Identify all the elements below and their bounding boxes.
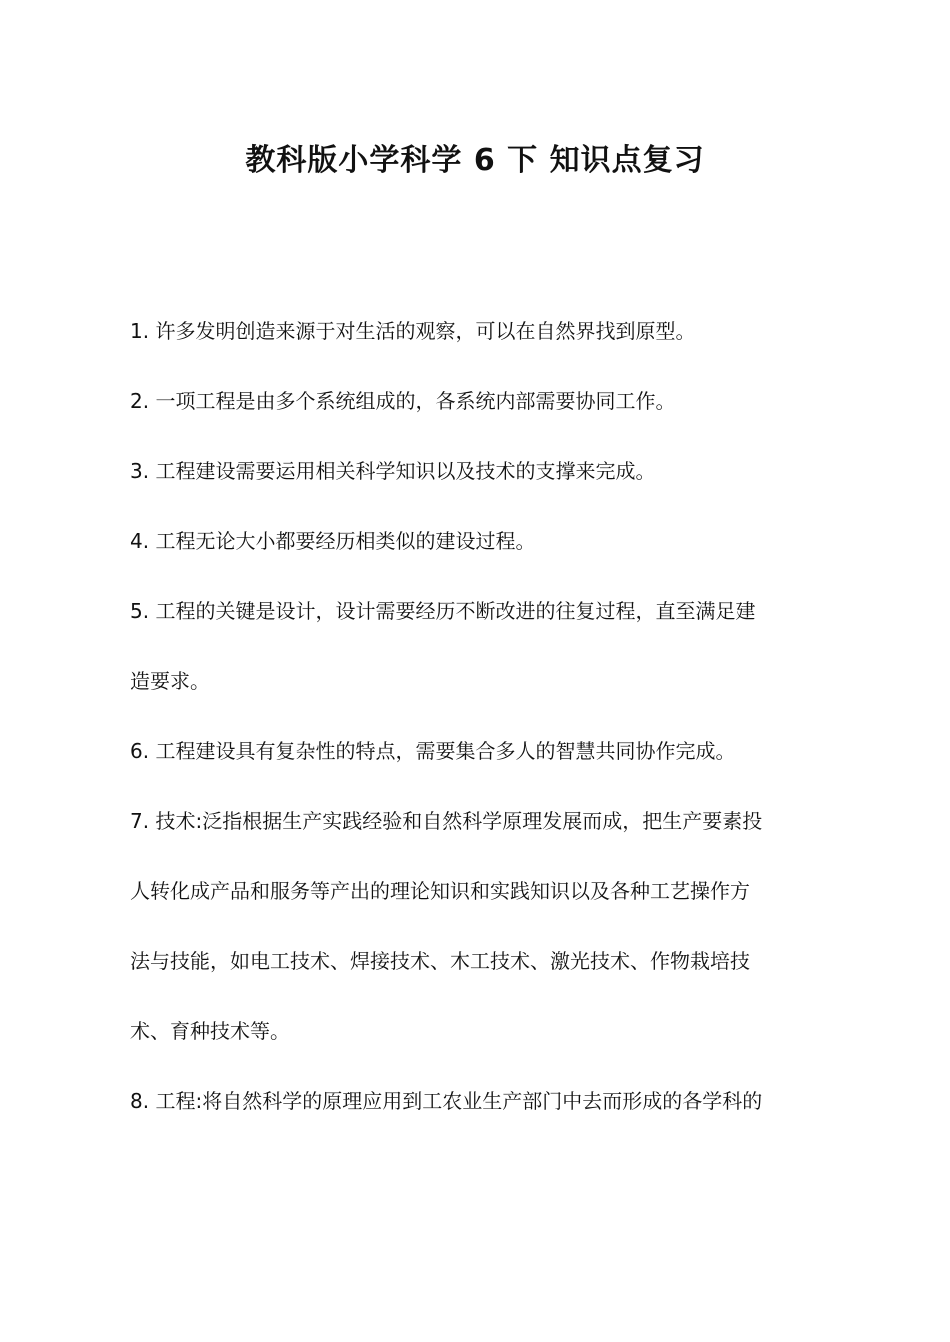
item-number: 8. [130, 1089, 156, 1113]
item-text-continued: 法与技能，如电工技术、焊接技术、木工技术、激光技术、作物栽培技 [130, 949, 750, 973]
item-text: 工程的关键是设计，设计需要经历不断改进的往复过程，直至满足建 [155, 599, 756, 623]
item-number: 2. [130, 389, 156, 413]
document-title: 教科版小学科学 6 下 知识点复习 [245, 143, 705, 178]
item-text: 一项工程是由多个系统组成的，各系统内部需要协同工作。 [155, 389, 676, 413]
list-item-8 [130, 1066, 822, 1136]
list-item-7-continued-3 [130, 996, 822, 1066]
item-number: 7. [130, 809, 156, 833]
item-text-continued: 造要求。 [130, 669, 210, 693]
knowledge-point-list [130, 296, 822, 1136]
item-number: 3. [130, 459, 156, 483]
list-item-5-continued [130, 646, 822, 716]
item-number: 6. [130, 739, 156, 763]
item-number: 4. [130, 529, 156, 553]
item-text-continued: 术、育种技术等。 [130, 1019, 290, 1043]
item-number: 5. [130, 599, 156, 623]
list-item-7-continued [130, 856, 822, 926]
item-text-continued: 人转化成产品和服务等产出的理论知识和实践知识以及各种工艺操作方 [130, 879, 750, 903]
item-number: 1. [130, 319, 156, 343]
item-text: 工程:将自然科学的原理应用到工农业生产部门中去而形成的各学科的 [155, 1089, 763, 1113]
list-item-2 [130, 366, 822, 436]
item-text: 技术:泛指根据生产实践经验和自然科学原理发展而成，把生产要素投 [155, 809, 763, 833]
list-item-3 [130, 436, 822, 506]
item-text: 许多发明创造来源于对生活的观察，可以在自然界找到原型。 [155, 319, 696, 343]
list-item-7-continued-2 [130, 926, 822, 996]
list-item-4 [130, 506, 822, 576]
item-text: 工程无论大小都要经历相类似的建设过程。 [155, 529, 536, 553]
list-item-5 [130, 576, 822, 646]
item-text: 工程建设需要运用相关科学知识以及技术的支撑来完成。 [155, 459, 656, 483]
list-item-6 [130, 716, 822, 786]
list-item-7 [130, 786, 822, 856]
list-item-1 [130, 296, 822, 366]
item-text: 工程建设具有复杂性的特点，需要集合多人的智慧共同协作完成。 [155, 739, 736, 763]
